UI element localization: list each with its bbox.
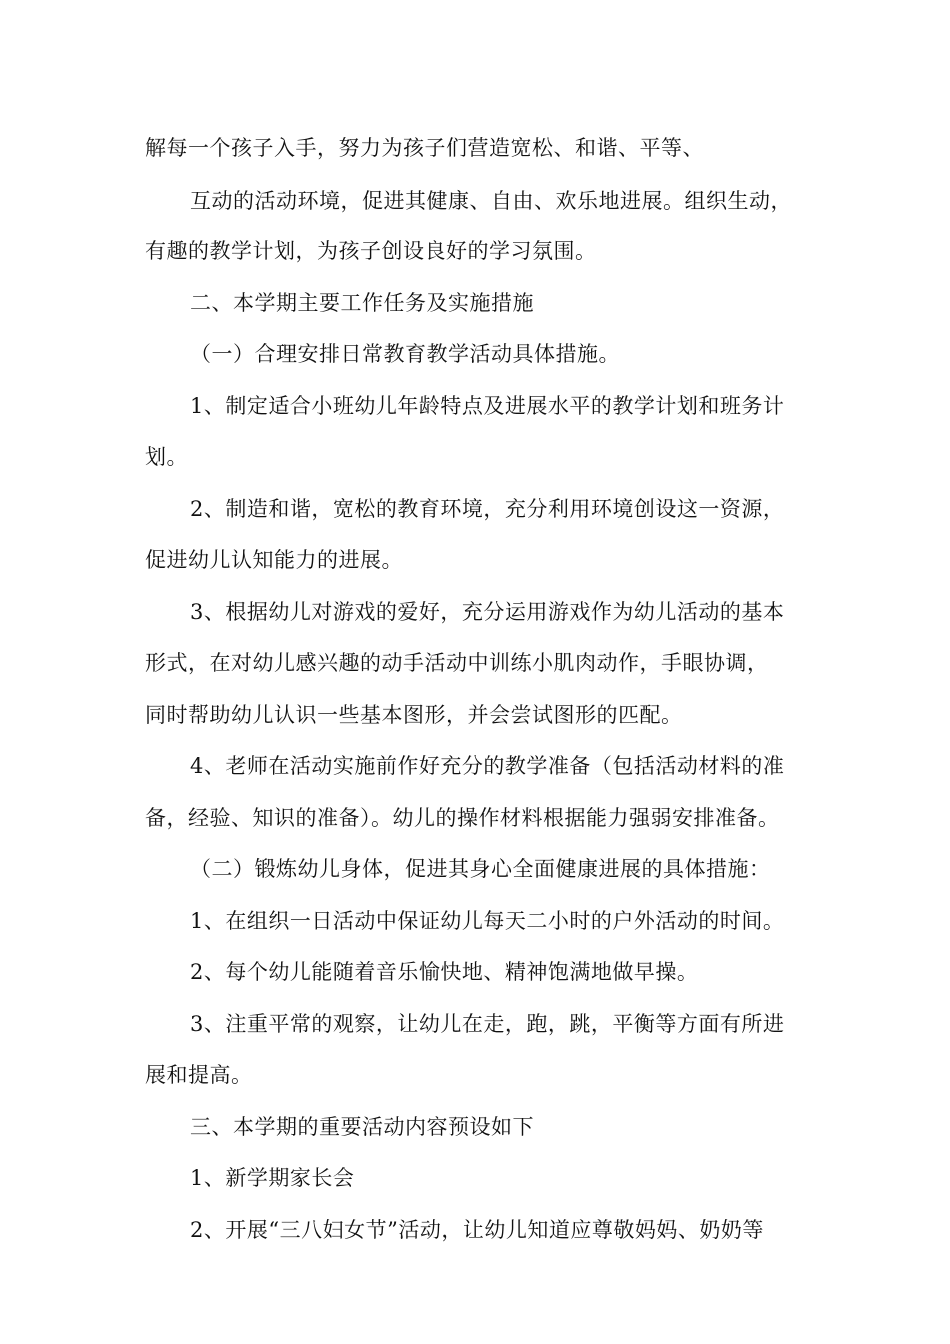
paragraph-line: 解每一个孩子入手，努力为孩子们营造宽松、和谐、平等、 [145, 136, 704, 160]
list-item: 3、注重平常的观察，让幼儿在走，跑，跳，平衡等方面有所进 [190, 1012, 785, 1036]
paragraph-line: 有趣的教学计划，为孩子创设良好的学习氛围。 [145, 239, 597, 263]
list-item: 2、开展“三八妇女节”活动，让幼儿知道应尊敬妈妈、奶奶等 [190, 1218, 764, 1242]
paragraph-line: 促进幼儿认知能力的进展。 [145, 548, 403, 572]
paragraph-line: 备，经验、知识的准备）。幼儿的操作材料根据能力强弱安排准备。 [145, 806, 780, 830]
paragraph-line: 划。 [145, 445, 188, 469]
paragraph-line: 展和提高。 [145, 1063, 253, 1087]
list-item: 1、制定适合小班幼儿年龄特点及进展水平的教学计划和班务计 [190, 394, 785, 418]
list-item: 2、制造和谐，宽松的教育环境，充分利用环境创设这一资源， [190, 497, 785, 521]
list-item: 1、新学期家长会 [190, 1166, 355, 1190]
list-item: 4、老师在活动实施前作好充分的教学准备（包括活动材料的准 [190, 754, 785, 778]
list-item: 2、每个幼儿能随着音乐愉快地、精神饱满地做早操。 [190, 960, 699, 984]
paragraph-line: 形式，在对幼儿感兴趣的动手活动中训练小肌肉动作，手眼协调， [145, 651, 769, 675]
section-heading: 二、本学期主要工作任务及实施措施 [190, 291, 534, 315]
paragraph-line: 同时帮助幼儿认识一些基本图形，并会尝试图形的匹配。 [145, 703, 683, 727]
subsection-heading: （一）合理安排日常教育教学活动具体措施。 [190, 342, 620, 366]
list-item: 1、在组织一日活动中保证幼儿每天二小时的户外活动的时间。 [190, 909, 785, 933]
list-item: 3、根据幼儿对游戏的爱好，充分运用游戏作为幼儿活动的基本 [190, 600, 785, 624]
paragraph-line: 互动的活动环境，促进其健康、自由、欢乐地进展。组织生动， [190, 189, 792, 213]
section-heading: 三、本学期的重要活动内容预设如下 [190, 1115, 534, 1139]
subsection-heading: （二）锻炼幼儿身体，促进其身心全面健康进展的具体措施： [190, 857, 771, 881]
